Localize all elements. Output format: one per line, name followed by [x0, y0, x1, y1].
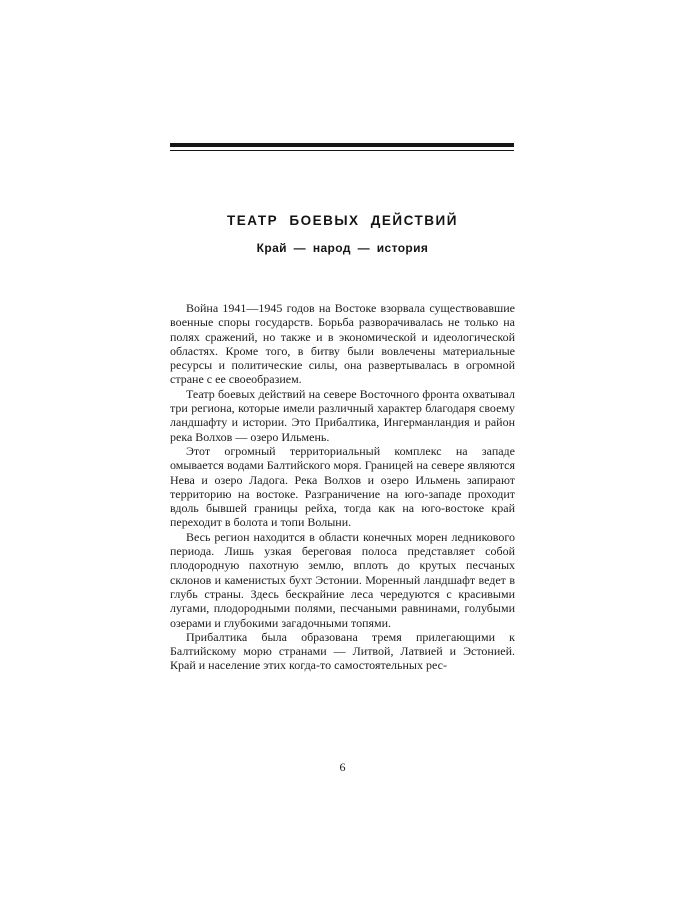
header-double-rule	[170, 143, 514, 151]
paragraph: Этот огромный территориальный комплекс на западе омывается водами Балтийского моря. Границей на севере являются Нева и озеро Ладога. Река Волхов и озеро Ильмень запирают территорию на востоке. Разграничение на юго-западе проходит вдоль бывшей границы рейха, тогда как на юго-востоке край переходит в болота и топи Волыни.	[170, 443, 515, 530]
paragraph: Война 1941—1945 годов на Востоке взорвала существовавшие военные споры государств. Борьба разворачивалась не только на полях сражений, но также и в экономической и идеологической областях. Кроме того, в битву были вовлечены материальные ресурсы и политические силы, она развертывалась в огромной стране с ее своеобразием.	[170, 301, 515, 387]
paragraph: Прибалтика была образована тремя прилегающими к Балтийскому морю странами — Литвой, Латвией и Эстонией. Край и население этих когда-то самостоятельных рес-	[170, 629, 515, 673]
chapter-subtitle: Край — народ — история	[256, 241, 429, 255]
text-column	[170, 143, 515, 673]
paragraph: Весь регион находится в области конечных морен ледникового периода. Лишь узкая береговая полоса представляет собой плодородную пахотную землю, вплоть до крутых песчаных склонов и каменистых бухт Эстонии. Моренный ландшафт ведет в глубь страны. Здесь бескрайние леса чередуются с красивыми лугами, плодородными полями, песчаными равнинами, голубыми озерами и глубокими загадочными топями.	[170, 529, 515, 630]
body-text	[170, 301, 515, 673]
paragraph: Театр боевых действий на севере Восточного фронта охватывал три региона, которые имели различный характер благодаря своему ландшафту и истории. Это Прибалтика, Ингерманландия и район река Волхов — озеро Ильмень.	[170, 386, 515, 444]
page-number: 6	[339, 760, 346, 774]
chapter-title: ТЕАТР БОЕВЫХ ДЕЙСТВИЙ	[227, 213, 458, 228]
